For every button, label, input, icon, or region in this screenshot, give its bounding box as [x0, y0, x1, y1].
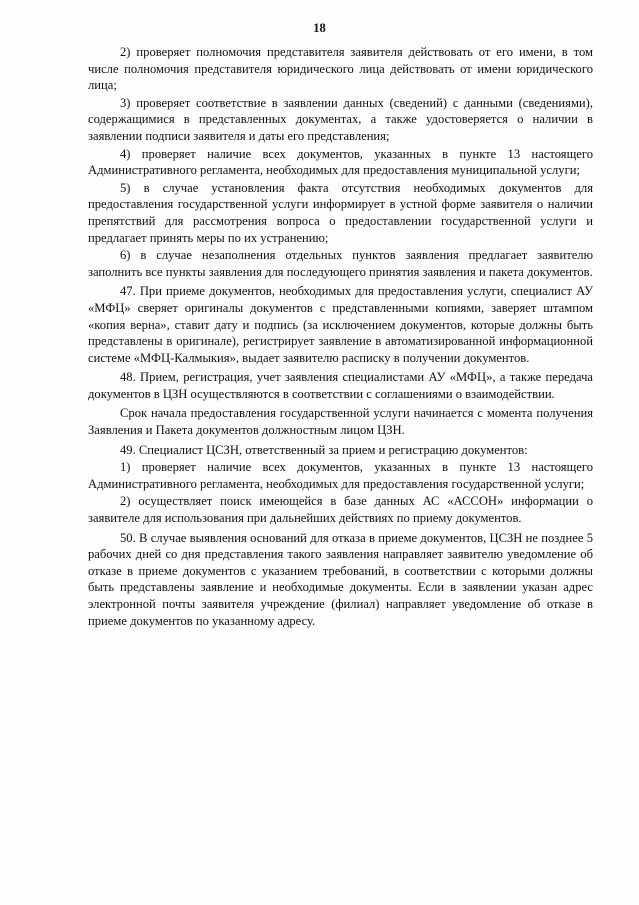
- paragraph-item-6: 6) в случае незаполнения отдельных пунктов заявления предлагает заявителю заполнить все пункты заявления для последующего принятия заявления и пакета документов.: [88, 248, 593, 279]
- paragraph-clause-47: 47. При приеме документов, необходимых для предоставления услуги, специалист АУ «МФЦ» сверяет оригиналы документов с представленными копиями, заверяет штампом «копия верна», ставит дату и подпись (за исключением документов, которые должны быть представлены в оригинале), регистрирует заявление в автоматизированной информационной системе «МФЦ-Калмыкия», выдает заявителю расписку в получении документов.: [88, 284, 593, 365]
- paragraph-clause-49-item-2: 2) осуществляет поиск имеющейся в базе данных АС «АССОН» информации о заявителе для использования при дальнейших действиях по приему документов.: [88, 494, 593, 526]
- paragraph-item-3: 3) проверяет соответствие в заявлении данных (сведений) с данными (сведениями), содержащимися в представленных документах, а также удостоверяется о наличии в заявлении подписи заявителя и даты его представления;: [88, 95, 593, 143]
- paragraph-clause-49-item-1: 1) проверяет наличие всех документов, указанных в пункте 13 настоящего Административного регламента, необходимых для предоставления государственной услуги;: [88, 460, 593, 491]
- document-body: [88, 44, 593, 630]
- page-number: 18: [313, 21, 326, 35]
- paragraph-item-5: 5) в случае установления факта отсутствия необходимых документов для предоставления государственной услуги информирует в устной форме заявителя о наличии препятствий для рассмотрения вопроса о предоставлении государственной услуги и предлагает принять меры по их устранению;: [88, 180, 593, 245]
- paragraph-clause-48: 48. Прием, регистрация, учет заявления специалистами АУ «МФЦ», а также передача документов в ЦЗН осуществляются в соответствии с соглашениями о взаимодействии.: [88, 370, 593, 401]
- paragraph-clause-50: 50. В случае выявления оснований для отказа в приеме документов, ЦСЗН не позднее 5 рабочих дней со дня представления такого заявления направляет заявителю уведомление об отказе в приеме документов с указанием требований, в соответствии с которыми должны быть представлены заявление и необходимые документы. Если в заявлении указан адрес электронной почты заявителя учреждение (филиал) направляет уведомление об отказе в приеме документов по указанному адресу.: [88, 530, 593, 628]
- paragraph-item-2: 2) проверяет полномочия представителя заявителя действовать от его имени, в том числе полномочия представителя юридического лица действовать от имени юридического лица;: [88, 45, 593, 93]
- paragraph-clause-49: 49. Специалист ЦСЗН, ответственный за прием и регистрацию документов:: [120, 442, 528, 457]
- paragraph-service-start-term: Срок начала предоставления государственной услуги начинается с момента получения Заявления и Пакета документов должностным лицом ЦЗН.: [88, 406, 593, 438]
- paragraph-item-4: 4) проверяет наличие всех документов, указанных в пункте 13 настоящего Административного регламента, необходимых для предоставления муниципальной услуги;: [88, 146, 593, 178]
